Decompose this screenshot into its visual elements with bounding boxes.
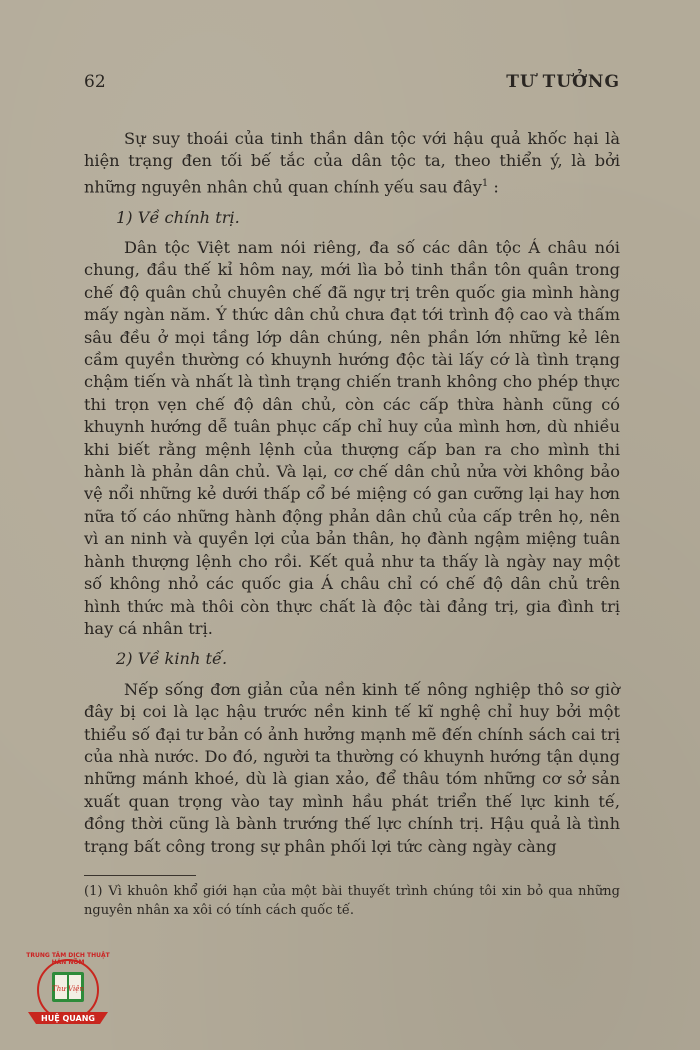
section-heading-economy: 2) Về kinh tế. bbox=[116, 649, 228, 669]
logo-arc-text: TRUNG TÂM DỊCH THUẬT HÁN NÔM bbox=[26, 952, 110, 966]
section-heading-politics: 1) Về chính trị. bbox=[116, 207, 240, 227]
intro-tail: : bbox=[488, 177, 499, 197]
page-number: 62 bbox=[84, 72, 106, 92]
footnote-mark: (1) bbox=[84, 884, 103, 899]
footnote-divider bbox=[84, 875, 196, 876]
footnote-text: Vì khuôn khổ giới hạn của một bài thuyết trình chúng tôi xin bỏ qua những nguyên nhân xa xôi có tính cách quốc tế. bbox=[84, 884, 620, 918]
section-paragraph-politics: Dân tộc Việt nam nói riêng, đa số các dân tộc Á châu nói chung, đầu thế kỉ hôm nay, mới lìa bỏ tinh thần tôn quân trong chế độ quân chủ chuyên chế đã ngự trị trên quốc gia mình hàng mấy ngàn năm. Ý thức dân chủ chưa đạt tới trình độ cao và thấm sâu đều ở mọi tầng lớp dân chúng, nên phần lớn những kẻ lên cầm quyền thường có khuynh hướng độc tài lấy cớ là tình trạng chậm tiến và nhất là tình trạng chiến tranh không cho phép thực thi trọn vẹn chế độ dân chủ, còn các cấp thừa hành cũng có khuynh hướng dễ tuân phục cấp chỉ huy của mình hơn, dù nhiều khi biết rằng mệnh lệnh của thượng cấp ban ra cho mình thi hành là phản dân chủ. Và lại, cơ chế dân chủ nửa vời không bảo vệ nổi những kẻ dưới thấp cổ bé miệng có gan cưỡng lại hay hơn nữa tố cáo những hành động phản dân chủ của cấp trên họ, nên vì an ninh và quyền lợi của bản thân, họ đành ngậm miệng tuân hành thượng lệnh cho rồi. Kết quả như ta thấy là ngày nay một số không nhỏ các quốc gia Á châu chỉ có chế độ dân chủ trên hình thức mà thôi còn thực chất là độc tài đảng trị, gia đình trị hay cá nhân trị. bbox=[84, 238, 620, 638]
footnote bbox=[84, 882, 620, 920]
page-body bbox=[84, 128, 620, 858]
logo-book-text: Thư Viện bbox=[52, 985, 84, 993]
section-paragraph-economy: Nếp sống đơn giản của nền kinh tế nông nghiệp thô sơ giờ đây bị coi là lạc hậu trước nền kinh tế kĩ nghệ chỉ huy bởi một thiểu số đại tư bản có ảnh hưởng mạnh mẽ đến chính sách cai trị của nhà nước. Do đó, người ta thường có khuynh hướng tận dụng những mánh khoé, dù là gian xảo, để thâu tóm những cơ sở sản xuất quan trọng vào tay mình hầu phát triển thế lực kinh tế, đồng thời cũng là bành trướng thế lực chính trị. Hậu quả là tình trạng bất công trong sự phân phối lợi tức càng ngày càng bbox=[84, 679, 620, 856]
logo-name: HUỆ QUANG bbox=[41, 1014, 95, 1023]
page-header bbox=[84, 72, 620, 96]
intro-paragraph bbox=[84, 128, 620, 199]
intro-text: Sự suy thoái của tinh thần dân tộc với hậu quả khốc hại là hiện trạng đen tối bế tắc của dân tộc ta, theo thiển ý, là bởi những nguyên nhân chủ quan chính yếu sau đây bbox=[84, 129, 620, 197]
running-title: TƯ TƯỞNG bbox=[506, 72, 620, 92]
footnote-reference: 1 bbox=[481, 177, 489, 189]
